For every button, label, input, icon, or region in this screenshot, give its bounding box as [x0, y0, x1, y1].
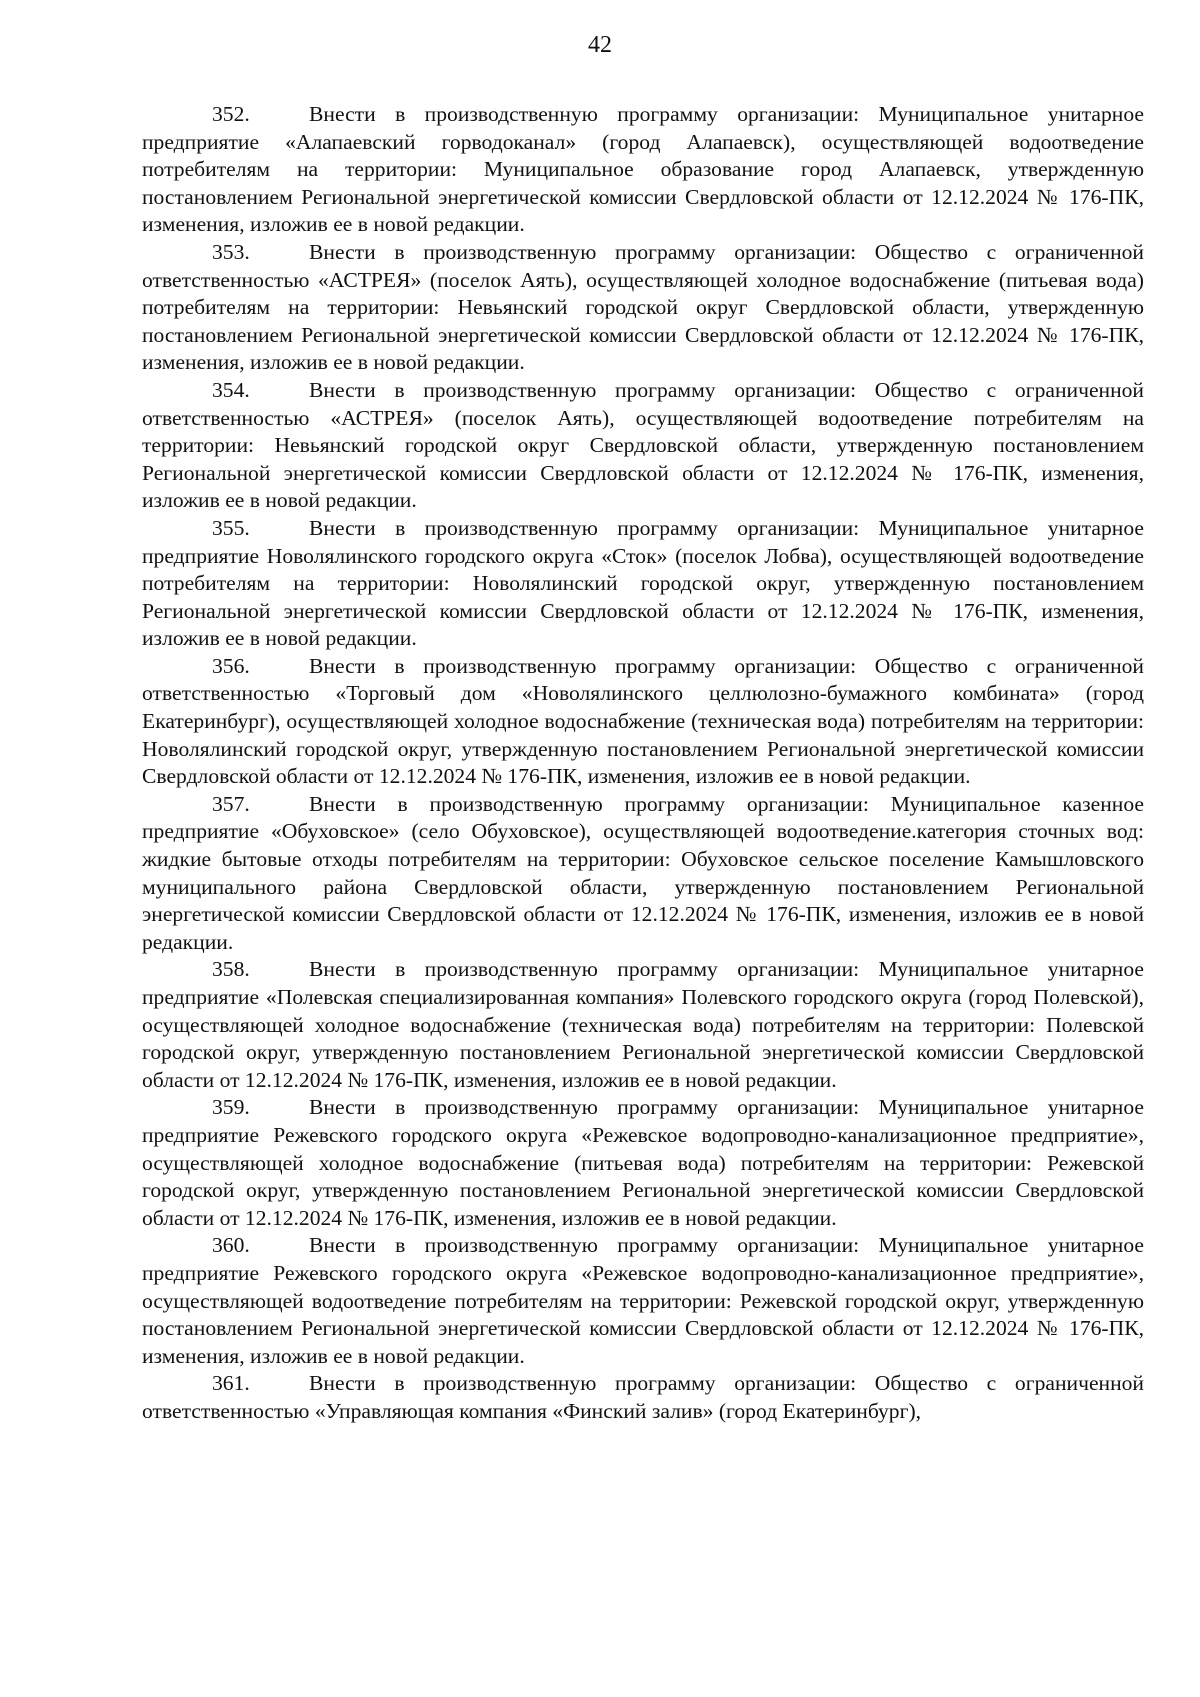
- item-text: Внести в производственную программу организации: Муниципальное унитарное предприятие Новолялинского городского округа «Сток» (поселок Лобва), осуществляющей водоотведение потребителям на территории: Новолялинский городской округ, утвержденную постановлением Региональной энергетической комиссии Свердловской области от 12.12.2024 № 176-ПК, изменения, изложив ее в новой редакции.: [142, 515, 1144, 651]
- list-item: [142, 653, 1144, 791]
- item-text: Внести в производственную программу организации: Муниципальное унитарное предприятие «Полевская специализированная компания» Полевского городского округа (город Полевской), осуществляющей холодное водоснабжение (техническая вода) потребителям на территории: Полевской городской округ, утвержденную постановлением Региональной энергетической комиссии Свердловской области от 12.12.2024 № 176-ПК, изменения, изложив ее в новой редакции.: [142, 957, 1144, 1092]
- item-text: Внести в производственную программу организации: Общество с ограниченной ответственностью «АСТРЕЯ» (поселок Аять), осуществляющей водоотведение потребителям на территории: Невьянский городской округ Свердловской области, утвержденную постановлением Региональной энергетической комиссии Свердловской области от 12.12.2024 № 176-ПК, изменения, изложив ее в новой редакции.: [142, 377, 1144, 513]
- item-number: 360.: [212, 1233, 250, 1258]
- list-item: [142, 791, 1144, 957]
- item-number: 352.: [212, 102, 250, 126]
- item-text: Внести в производственную программу организации: Муниципальное казенное предприятие «Обуховское» (село Обуховское), осуществляющей водоотведение.категория сточных вод: жидкие бытовые отходы потребителям на территории: Обуховское сельское поселение Камышловского муниципального района Свердловской области, утвержденную постановлением Региональной энергетической комиссии Свердловской области от 12.12.2024 № 176-ПК, изменения, изложив ее в новой редакции.: [142, 791, 1144, 954]
- item-number: 358.: [212, 957, 250, 982]
- document-body: [142, 101, 1144, 1426]
- item-number: 354.: [212, 377, 250, 402]
- item-number: 355.: [212, 515, 250, 540]
- list-item: [142, 956, 1144, 1094]
- item-text: Внести в производственную программу организации: Муниципальное унитарное предприятие «Алапаевский горводоканал» (город Алапаевск), осуществляющей водоотведение потребителям на территории: Муниципальное образование город Алапаевск, утвержденную постановлением Региональной энергетической комиссии Свердловской области от 12.12.2024 № 176-ПК, изменения, изложив ее в новой редакции.: [142, 102, 1144, 237]
- item-number: 359.: [212, 1095, 250, 1120]
- list-item: [142, 377, 1144, 515]
- list-item: [142, 1370, 1144, 1425]
- list-item: [142, 101, 1144, 239]
- list-item: [142, 1232, 1144, 1370]
- item-number: 361.: [212, 1371, 250, 1396]
- item-number: 353.: [212, 239, 250, 264]
- item-text: Внести в производственную программу организации: Общество с ограниченной ответственностью «АСТРЕЯ» (поселок Аять), осуществляющей холодное водоснабжение (питьевая вода) потребителям на территории: Невьянский городской округ Свердловской области, утвержденную постановлением Региональной энергетической комиссии Свердловской области от 12.12.2024 № 176-ПК, изменения, изложив ее в новой редакции.: [142, 239, 1144, 375]
- item-text: Внести в производственную программу организации: Муниципальное унитарное предприятие Режевского городского округа «Режевское водопроводно-канализационное предприятие», осуществляющей водоотведение потребителям на территории: Режевской городской округ, утвержденную постановлением Региональной энергетической комиссии Свердловской области от 12.12.2024 № 176-ПК, изменения, изложив ее в новой редакции.: [142, 1233, 1144, 1368]
- item-text: Внести в производственную программу организации: Общество с ограниченной ответственностью «Торговый дом «Новолялинского целлюлозно-бумажного комбината» (город Екатеринбург), осуществляющей холодное водоснабжение (техническая вода) потребителям на территории: Новолялинский городской округ, утвержденную постановлением Региональной энергетической комиссии Свердловской области от 12.12.2024 № 176-ПК, изменения, изложив ее в новой редакции.: [142, 653, 1144, 789]
- item-text: Внести в производственную программу организации: Муниципальное унитарное предприятие Режевского городского округа «Режевское водопроводно-канализационное предприятие», осуществляющей холодное водоснабжение (питьевая вода) потребителям на территории: Режевской городской округ, утвержденную постановлением Региональной энергетической комиссии Свердловской области от 12.12.2024 № 176-ПК, изменения, изложив ее в новой редакции.: [142, 1095, 1144, 1230]
- list-item: [142, 1094, 1144, 1232]
- item-number: 356.: [212, 653, 250, 678]
- page-number: 42: [588, 32, 612, 58]
- item-text: Внести в производственную программу организации: Общество с ограниченной ответственностью «Управляющая компания «Финский залив» (город Екатеринбург),: [142, 1371, 1144, 1423]
- list-item: [142, 239, 1144, 377]
- item-number: 357.: [212, 791, 250, 816]
- list-item: [142, 515, 1144, 653]
